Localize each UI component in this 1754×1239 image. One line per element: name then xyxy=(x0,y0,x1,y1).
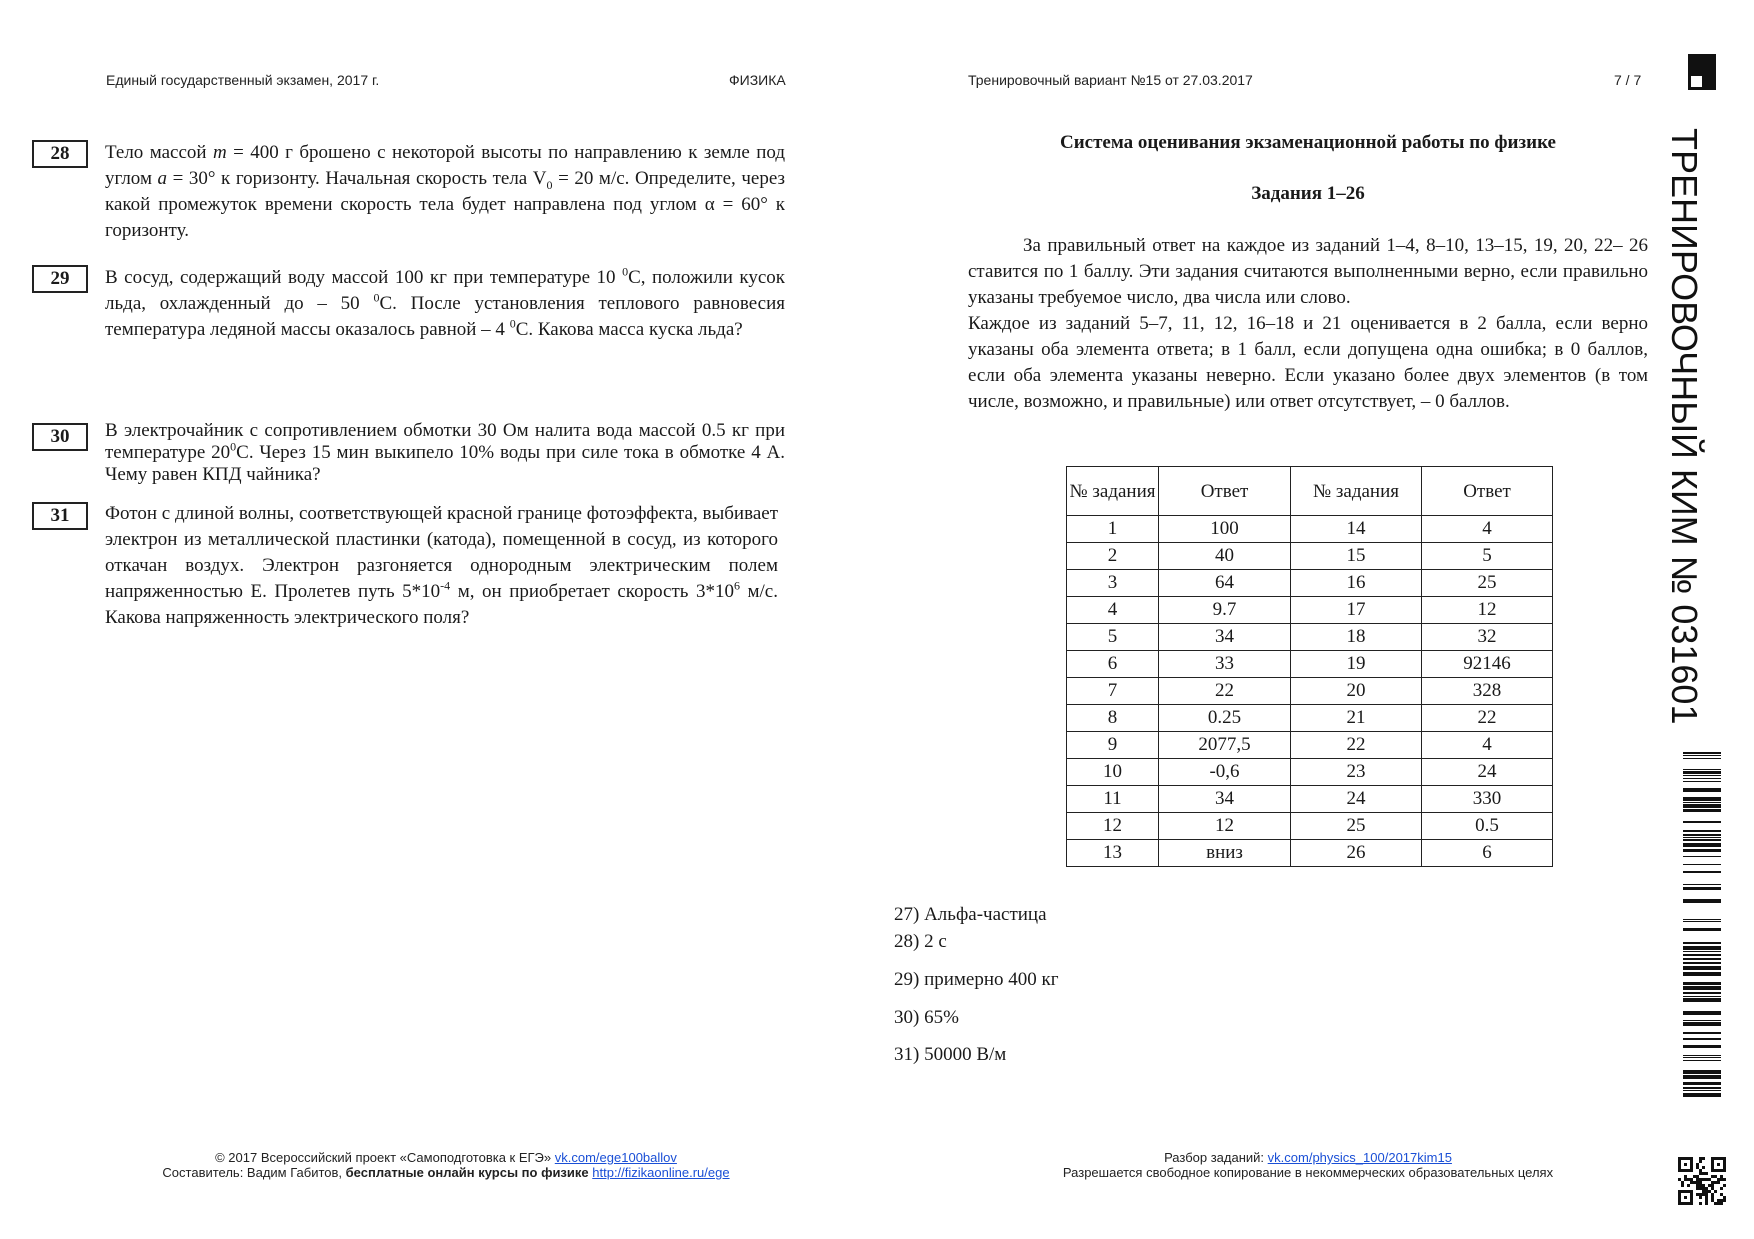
table-cell: 19 xyxy=(1291,651,1422,678)
footer-left xyxy=(106,1150,786,1180)
extra-answer-27: 27) Альфа-частица xyxy=(894,904,1047,925)
table-cell: 11 xyxy=(1067,786,1159,813)
table-row xyxy=(1067,570,1553,597)
header-answer: Ответ xyxy=(1159,467,1291,516)
table-row xyxy=(1067,597,1553,624)
table-cell: 22 xyxy=(1422,705,1553,732)
task-number-31: 31 xyxy=(32,502,88,530)
table-row xyxy=(1067,651,1553,678)
grading-rules xyxy=(968,233,1648,415)
table-cell: 34 xyxy=(1159,624,1291,651)
footer-analysis-link[interactable]: vk.com/physics_100/2017kim15 xyxy=(1267,1150,1452,1165)
table-cell: 34 xyxy=(1159,786,1291,813)
task-30-text: В электрочайник с сопротивлением обмотки 30 Ом налита вода массой 0.5 кг при температуре $20^0С$. Через 15 мин выкипело 10% воды при силе тока в обмотке 4 А. Чему равен КПД чайника? xyxy=(105,420,785,485)
table-cell: 20 xyxy=(1291,678,1422,705)
table-row xyxy=(1067,786,1553,813)
table-row xyxy=(1067,732,1553,759)
table-cell: 22 xyxy=(1291,732,1422,759)
extra-answer-30: 30) 65% xyxy=(894,1007,959,1028)
table-cell: 40 xyxy=(1159,543,1291,570)
table-cell: 1 xyxy=(1067,516,1159,543)
table-cell: 2 xyxy=(1067,543,1159,570)
table-row xyxy=(1067,705,1553,732)
header-task-number: № задания xyxy=(1067,467,1159,516)
task-number-28: 28 xyxy=(32,140,88,168)
table-cell: 64 xyxy=(1159,570,1291,597)
table-cell: 3 xyxy=(1067,570,1159,597)
footer-copy-permission: Разрешается свободное копирование в некоммерческих образовательных целях xyxy=(1062,1165,1554,1180)
table-cell: 33 xyxy=(1159,651,1291,678)
table-cell: 5 xyxy=(1422,543,1553,570)
footer-courses-text: бесплатные онлайн курсы по физике xyxy=(345,1165,589,1180)
table-cell: 9.7 xyxy=(1159,597,1291,624)
grading-paragraph-1: За правильный ответ на каждое из заданий 1–4, 8–10, 13–15, 19, 20, 22– 26 ставится по 1 баллу. Эти задания считаются выполненными верно, если правильно указаны требуемое число, два числа или слово. xyxy=(968,235,1648,308)
extra-answer-28: 28) 2 с xyxy=(894,931,947,952)
footer-fizikaonline-link[interactable]: http://fizikaonline.ru/ege xyxy=(592,1165,730,1180)
footer-right xyxy=(968,1150,1648,1180)
footer-vk-link[interactable]: vk.com/ege100ballov xyxy=(554,1150,677,1165)
grading-subtitle: Задания 1–26 xyxy=(1251,183,1365,204)
table-cell: -0,6 xyxy=(1159,759,1291,786)
table-cell: 18 xyxy=(1291,624,1422,651)
grading-paragraph-2: Каждое из заданий 5–7, 11, 12, 16–18 и 21 оценивается в 2 балла, если верно указаны оба элемента ответа; в 1 балл, если допущена одна ошибка; в 0 баллов, если оба элемента указаны неверно. Если указано более двух элементов (в том числе, возможно, и правильные) или ответ отсутствует, – 0 баллов. xyxy=(968,313,1648,412)
table-cell: 4 xyxy=(1067,597,1159,624)
table-cell: вниз xyxy=(1159,840,1291,867)
table-cell: 6 xyxy=(1067,651,1159,678)
table-cell: 4 xyxy=(1422,732,1553,759)
task-29-text: В сосуд, содержащий воду массой 100 кг при температуре 10 $^0$С, положили кусок льда, охлажденный до – 50 $^0$С. После установления теплового равновесия температура ледяной массы оказалось равной – 4 $^0$С. Какова масса куска льда? xyxy=(105,264,786,340)
table-cell: 5 xyxy=(1067,624,1159,651)
table-cell: 12 xyxy=(1067,813,1159,840)
table-cell: 16 xyxy=(1291,570,1422,597)
task-number-29: 29 xyxy=(32,265,88,293)
table-cell: 23 xyxy=(1291,759,1422,786)
table-cell: 12 xyxy=(1159,813,1291,840)
table-cell: 7 xyxy=(1067,678,1159,705)
table-cell: 26 xyxy=(1291,840,1422,867)
table-cell: 328 xyxy=(1422,678,1553,705)
table-cell: 24 xyxy=(1291,786,1422,813)
table-row xyxy=(1067,840,1553,867)
table-cell: 0.5 xyxy=(1422,813,1553,840)
corner-marker-icon xyxy=(1688,54,1716,90)
barcode-icon xyxy=(1683,752,1721,1102)
header-left: Единый государственный экзамен, 2017 г. xyxy=(106,72,380,88)
footer-right-line-1 xyxy=(968,1150,1648,1165)
table-cell: 9 xyxy=(1067,732,1159,759)
table-cell: 13 xyxy=(1067,840,1159,867)
side-title-text: ТРЕНИРОВОЧНЫЙ КИМ № 031601 xyxy=(1664,128,1705,725)
table-row xyxy=(1067,678,1553,705)
table-cell: 32 xyxy=(1422,624,1553,651)
table-cell: 24 xyxy=(1422,759,1553,786)
table-cell: 8 xyxy=(1067,705,1159,732)
task-31-text: Фотон с длиной волны, соответствующей красной границе фотоэффекта, выбивает электрон из металлической пластинки (катода), помещенной в сосуд, из которого откачан воздух. Электрон разгоняется однородным электрическим полем напряженностью Е. Пролетев путь $5*10^{-4}$ м, он приобретает скорость $3*10^6$ м/с. Какова напряженность электрического поля? xyxy=(105,503,778,628)
table-cell: 0.25 xyxy=(1159,705,1291,732)
table-cell: 25 xyxy=(1422,570,1553,597)
table-cell: 10 xyxy=(1067,759,1159,786)
table-cell: 4 xyxy=(1422,516,1553,543)
table-header-row xyxy=(1067,467,1553,516)
table-row xyxy=(1067,813,1553,840)
grading-title: Система оценивания экзаменационной работы по физике xyxy=(1059,132,1556,153)
footer-project-text: © 2017 Всероссийский проект «Самоподготовка к ЕГЭ» xyxy=(215,1150,552,1165)
table-row xyxy=(1067,516,1553,543)
header-task-number-2: № задания xyxy=(1291,467,1422,516)
footer-author-text: Составитель: Вадим Габитов, xyxy=(162,1165,343,1180)
table-cell: 15 xyxy=(1291,543,1422,570)
task-28-text: Тело массой m = 400 г брошено с некоторой высоты по направлению к земле под углом a = 30° к горизонту. Начальная скорость тела $V_0 = 20$ м/с. Определите, через какой промежуток времени скорость тела будет направлена под углом α = 60° к горизонту. xyxy=(105,142,785,241)
table-cell: 21 xyxy=(1291,705,1422,732)
qr-code-icon xyxy=(1678,1157,1726,1205)
header-answer-2: Ответ xyxy=(1422,467,1553,516)
table-cell: 330 xyxy=(1422,786,1553,813)
table-cell: 14 xyxy=(1291,516,1422,543)
table-row xyxy=(1067,624,1553,651)
table-cell: 2077,5 xyxy=(1159,732,1291,759)
table-cell: 12 xyxy=(1422,597,1553,624)
table-cell: 100 xyxy=(1159,516,1291,543)
table-row xyxy=(1067,759,1553,786)
table-cell: 25 xyxy=(1291,813,1422,840)
extra-answer-31: 31) 50000 В/м xyxy=(894,1044,1007,1065)
footer-left-line-2 xyxy=(106,1165,786,1180)
table-cell: 6 xyxy=(1422,840,1553,867)
extra-answer-29: 29) примерно 400 кг xyxy=(894,969,1059,990)
answer-table xyxy=(1066,466,1553,867)
header-page-number: 7 / 7 xyxy=(1614,72,1642,88)
footer-analysis-text: Разбор заданий: xyxy=(1164,1150,1265,1165)
table-cell: 92146 xyxy=(1422,651,1553,678)
task-number-30: 30 xyxy=(32,423,88,451)
table-cell: 22 xyxy=(1159,678,1291,705)
footer-left-line-1 xyxy=(106,1150,786,1165)
table-row xyxy=(1067,543,1553,570)
table-cell: 17 xyxy=(1291,597,1422,624)
header-variant: Тренировочный вариант №15 от 27.03.2017 xyxy=(968,72,1253,88)
header-subject: ФИЗИКА xyxy=(729,72,786,88)
